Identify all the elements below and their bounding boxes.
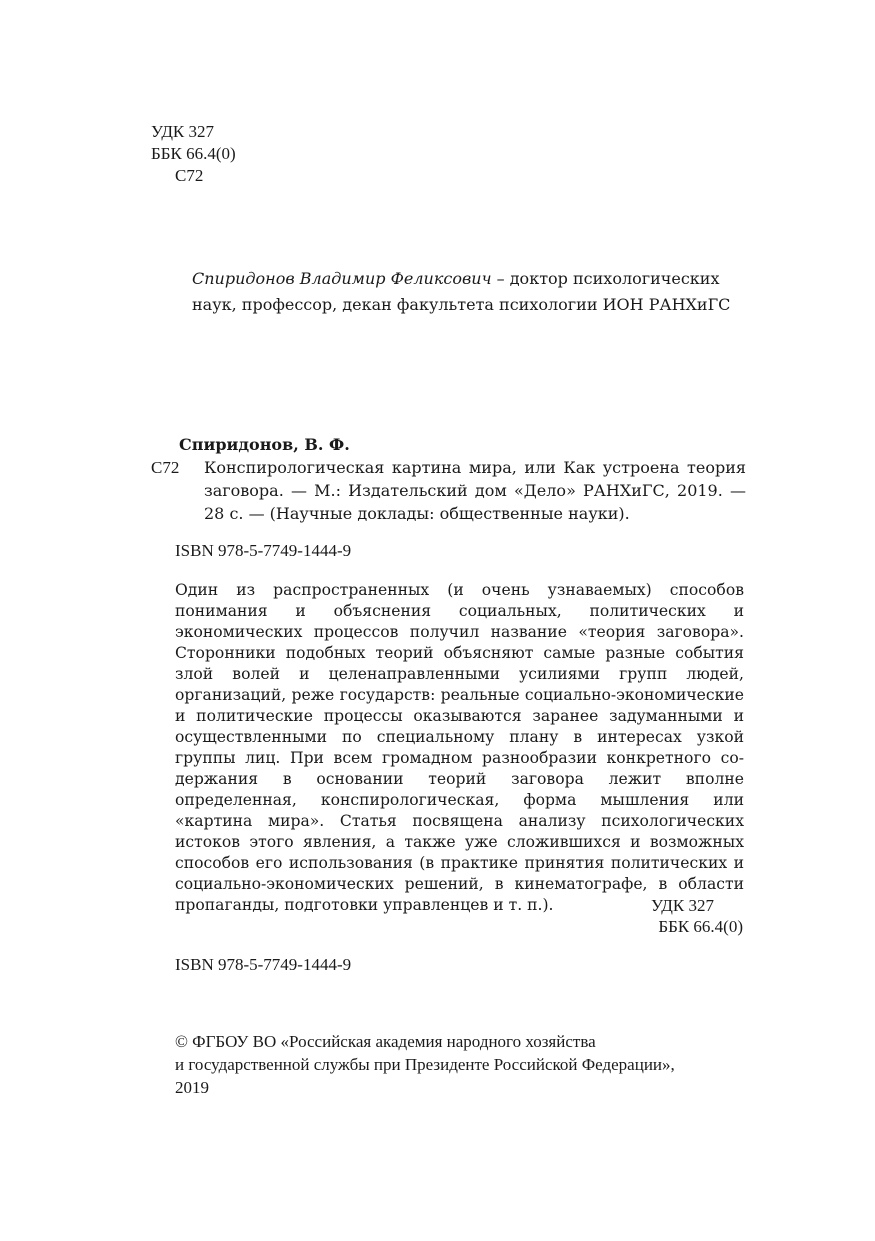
udk-code-bottom: УДК 327 bbox=[650, 896, 714, 915]
classification-block-bottom bbox=[651, 895, 743, 937]
bibliographic-record bbox=[151, 433, 746, 525]
abstract-text: Один из распространенных (и очень узнаваемых) способов понимания и объяснения социальных, политических и экономических процессов получил название «теория заговора». Сторонники подобных теорий объясняют самые разные события злой волей и целенаправленными усилиями групп людей, организаций, реже государств: реальные социально-экономические и политические процессы оказываются заранее задуманными и осуществленными по специальному плану в интересах узкой группы лиц. При всем громадном разнообразии конкретного содержания в основании теорий заговора лежит вполне определенная, конспирологическая, форма мышления или «картина мира». Статья посвящена анализу психологических истоков этого явления, а также уже сложившихся и возможных способов его использования (в практике принятия политических и социально-экономических решений, в кинематографе, в области пропаганды, подготовки управленцев и т. п.). bbox=[175, 581, 744, 914]
copyright-line-2: и государственной службы при Президенте Российской Федерации», bbox=[175, 1055, 675, 1074]
udk-code: УДК 327 bbox=[151, 122, 215, 141]
author-mark: С72 bbox=[175, 166, 204, 185]
author-name: Спиридонов Владимир Феликсович bbox=[192, 269, 492, 288]
isbn-bottom: ISBN 978-5-7749-1444-9 bbox=[175, 955, 352, 974]
author-note bbox=[192, 266, 752, 318]
bbk-code-bottom: ББК 66.4(0) bbox=[658, 917, 743, 936]
copyright-line-1: © ФГБОУ ВО «Российская академия народного хозяйства bbox=[175, 1032, 596, 1051]
copyright-year: 2019 bbox=[175, 1078, 209, 1097]
bibliographic-author-heading: Спиридонов, В. Ф. bbox=[179, 435, 350, 454]
bibliographic-entry bbox=[151, 456, 746, 525]
copyright-notice bbox=[175, 1030, 735, 1099]
bibliographic-description: Конспирологическая картина мира, или Как устроена теория заговора. — М.: Издательский дом «Дело» РАНХиГС, 2019. — 28 с. — (Научные доклады: общественные науки). bbox=[204, 458, 746, 523]
author-description: – доктор психологических наук, профессор, декан факультета психологии ИОН РАНХиГС bbox=[192, 269, 731, 314]
classification-block bbox=[151, 121, 236, 187]
isbn-top: ISBN 978-5-7749-1444-9 bbox=[175, 541, 352, 560]
bibliographic-author-mark: С72 bbox=[151, 458, 180, 477]
bbk-code: ББК 66.4(0) bbox=[151, 144, 236, 163]
